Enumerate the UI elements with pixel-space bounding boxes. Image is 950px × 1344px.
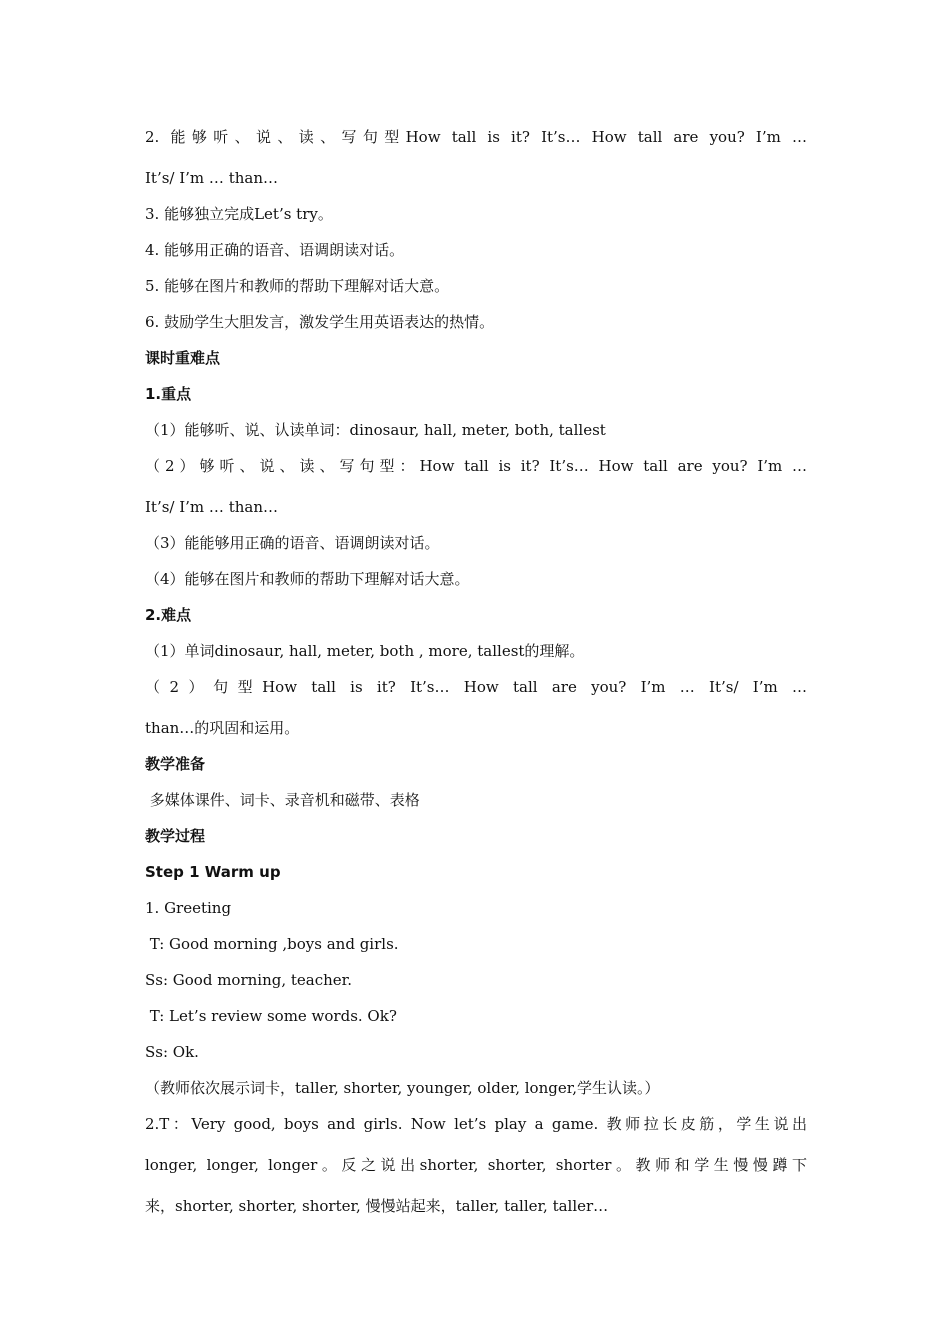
key-item-2: （2）够听、说、读、写句型：How tall is it? It’s… How tall are you? I’m … (145, 457, 807, 475)
dialog-line-2: Ss: Good morning, teacher. (145, 971, 352, 989)
key-heading: 1.重点 (145, 385, 192, 403)
step1-greeting: 1. Greeting (145, 899, 232, 917)
key-item-1: （1）能够听、说、认读单词：dinosaur, hall, meter, both, tallest (145, 421, 606, 439)
key-points-heading: 课时重难点 (145, 349, 221, 367)
objective-6: 6. 鼓励学生大胆发言，激发学生用英语表达的热情。 (145, 313, 495, 331)
objective-2-cont: It’s/ I’m … than… (145, 169, 278, 187)
objective-4: 4. 能够用正确的语音、语调朗读对话。 (145, 241, 405, 259)
difficult-heading: 2.难点 (145, 606, 192, 624)
difficult-item-2-cont: than…的巩固和运用。 (145, 719, 300, 737)
game-line-2: longer, longer, longer。反之说出shorter, shorter, shorter。教师和学生慢慢蹲下 (145, 1156, 807, 1174)
step1-heading: Step 1 Warm up (145, 863, 281, 881)
difficult-item-1: （1）单词dinosaur, hall, meter, both , more, tallest的理解。 (145, 642, 585, 660)
difficult-item-2: （2）句型How tall is it? It’s… How tall are you? I’m … It’s/ I’m … (145, 678, 807, 696)
process-heading: 教学过程 (145, 827, 206, 845)
dialog-line-4: Ss: Ok. (145, 1043, 199, 1061)
key-item-2-cont: It’s/ I’m … than… (145, 498, 278, 516)
prep-heading: 教学准备 (145, 755, 206, 773)
game-line-1: 2.T：Very good, boys and girls. Now let’s play a game. 教师拉长皮筋，学生说出 (145, 1115, 807, 1133)
key-item-4: （4）能够在图片和教师的帮助下理解对话大意。 (145, 570, 470, 588)
objective-3: 3. 能够独立完成Let’s try。 (145, 205, 333, 223)
dialog-line-3: T: Let’s review some words. Ok? (145, 1007, 397, 1025)
teacher-note: （教师依次展示词卡，taller, shorter, younger, older, longer,学生认读。） (145, 1079, 660, 1097)
objective-2: 2. 能够听、说、读、写句型How tall is it? It’s… How tall are you? I’m … (145, 128, 807, 146)
prep-text: 多媒体课件、词卡、录音机和磁带、表格 (145, 791, 420, 809)
dialog-line-1: T: Good morning ,boys and girls. (145, 935, 399, 953)
game-line-3: 来，shorter, shorter, shorter, 慢慢站起来，taller, taller, taller… (145, 1197, 609, 1215)
objective-5: 5. 能够在图片和教师的帮助下理解对话大意。 (145, 277, 450, 295)
key-item-3: （3）能能够用正确的语音、语调朗读对话。 (145, 534, 440, 552)
